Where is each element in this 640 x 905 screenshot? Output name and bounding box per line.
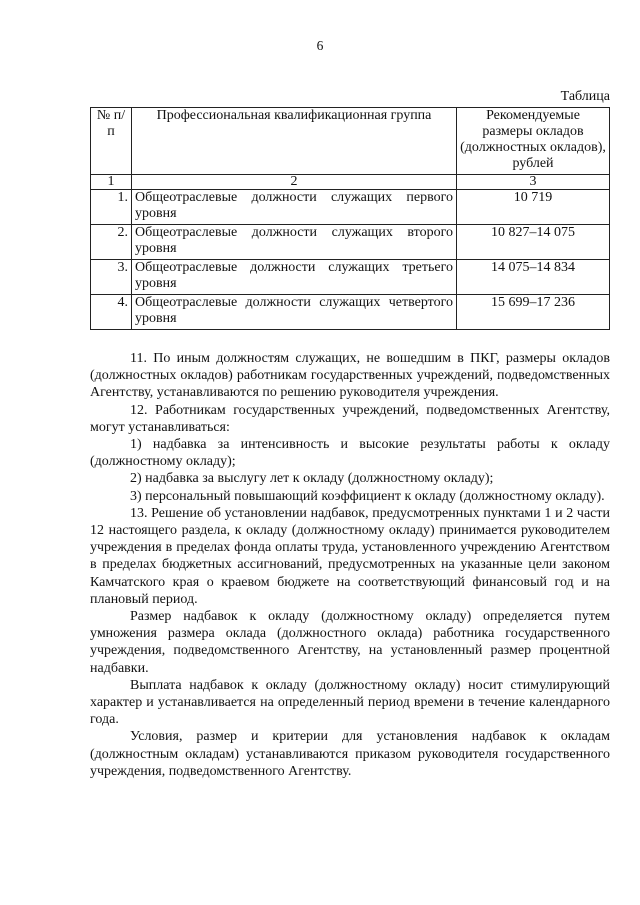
row-salary: 15 699–17 236 bbox=[457, 295, 610, 330]
table-index-row bbox=[91, 175, 610, 190]
table-row bbox=[91, 190, 610, 225]
index-cell: 1 bbox=[91, 175, 132, 190]
paragraph: 11. По иным должностям служащих, не вошедшим в ПКГ, размеры окладов (должностных окладов) работникам государственных учреждений, подведомственных Агентству, устанавливаются по решению руководителя учреждения. bbox=[90, 351, 610, 401]
header-salary: Рекомендуемые размеры окладов (должностных окладов), рублей bbox=[457, 108, 610, 175]
index-cell: 2 bbox=[132, 175, 457, 190]
row-salary: 14 075–14 834 bbox=[457, 260, 610, 295]
row-salary: 10 827–14 075 bbox=[457, 225, 610, 260]
row-number: 1. bbox=[91, 190, 132, 225]
paragraph: Выплата надбавок к окладу (должностному окладу) носит стимулирующий характер и устанавливается на определенный период времени в течение календарного года. bbox=[90, 677, 610, 728]
table-row bbox=[91, 295, 610, 330]
paragraph: 2) надбавка за выслугу лет к окладу (должностному окладу); bbox=[130, 471, 494, 487]
row-number: 4. bbox=[91, 295, 132, 330]
table-caption: Таблица bbox=[560, 89, 610, 104]
page-number: 6 bbox=[316, 38, 324, 53]
paragraph: 3) персональный повышающий коэффициент к окладу (должностному окладу). bbox=[130, 488, 605, 504]
paragraph: Размер надбавок к окладу (должностному окладу) определяется путем умножения размера оклада (должностного оклада) работника государственного учреждения, подведомственного Агентству, на установленный размер процентной надбавки. bbox=[90, 609, 610, 676]
header-number: № п/п bbox=[91, 108, 132, 175]
paragraph: Условия, размер и критерии для установления надбавок к окладам (должностным окладам) устанавливаются приказом руководителя государственного учреждения, подведомственного Агентству. bbox=[90, 729, 610, 779]
header-group: Профессиональная квалификационная группа bbox=[132, 108, 457, 175]
row-number: 3. bbox=[91, 260, 132, 295]
row-group: Общеотраслевые должности служащих четвертого уровня bbox=[132, 295, 457, 330]
paragraph: 12. Работникам государственных учреждений, подведомственных Агентству, могут устанавливаться: bbox=[90, 402, 610, 435]
salary-table bbox=[90, 107, 610, 330]
paragraph: 1) надбавка за интенсивность и высокие результаты работы к окладу (должностному окладу); bbox=[90, 437, 610, 470]
row-group: Общеотраслевые должности служащих второго уровня bbox=[132, 225, 457, 260]
index-cell: 3 bbox=[457, 175, 610, 190]
document-body bbox=[90, 350, 610, 780]
row-group: Общеотраслевые должности служащих третьего уровня bbox=[132, 260, 457, 295]
table-row bbox=[91, 260, 610, 295]
table-row bbox=[91, 225, 610, 260]
row-group: Общеотраслевые должности служащих первого уровня bbox=[132, 190, 457, 225]
paragraph: 13. Решение об установлении надбавок, предусмотренных пунктами 1 и 2 части 12 настоящего раздела, к окладу (должностному окладу) принимается руководителем учреждения в пределах фонда оплаты труда, установленного учреждению Агентством в пределах бюджетных ассигнований, предусмотренных на указанные цели законом Камчатского края о краевом бюджете на соответствующий финансовый год и на плановый период. bbox=[90, 505, 610, 607]
row-salary: 10 719 bbox=[457, 190, 610, 225]
table-header-row bbox=[91, 108, 610, 175]
row-number: 2. bbox=[91, 225, 132, 260]
